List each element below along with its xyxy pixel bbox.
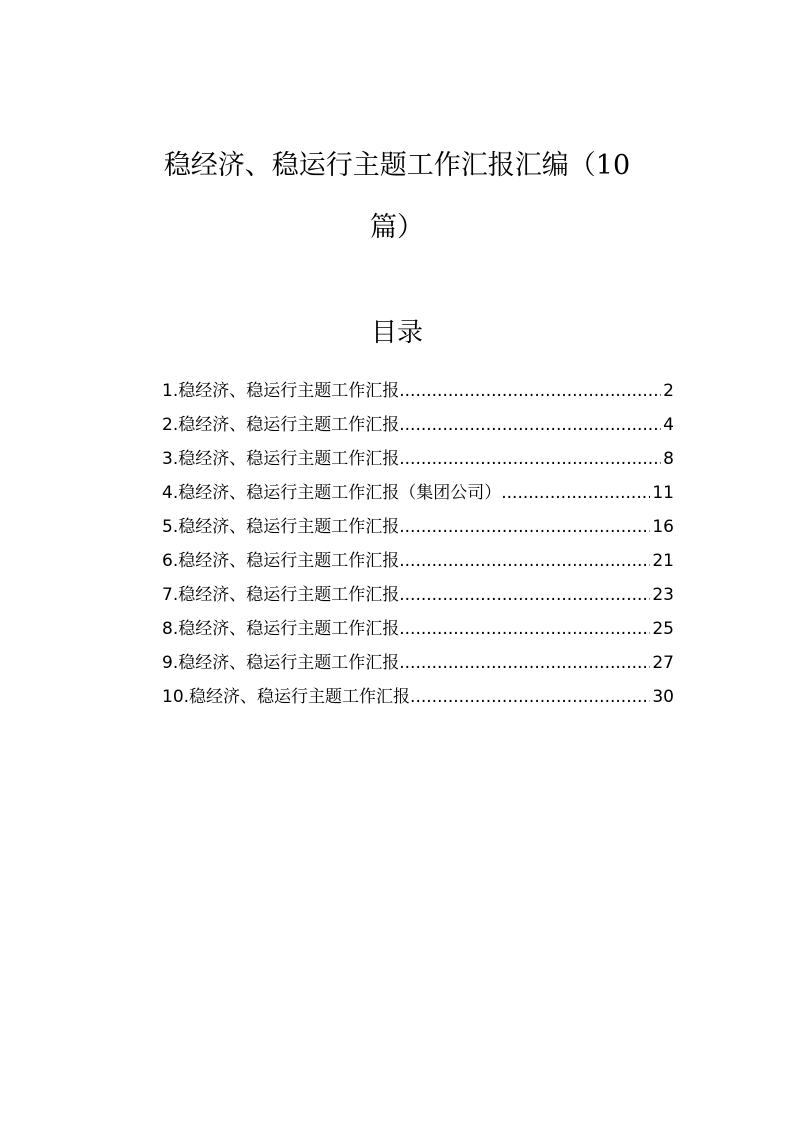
toc-entry-5[interactable] — [162, 510, 674, 544]
toc-dot-leader — [399, 442, 661, 476]
toc-entry-6[interactable] — [162, 544, 674, 578]
toc-entry-label: 9.稳经济、稳运行主题工作汇报 — [162, 653, 400, 673]
toc-entry-page-number: 4 — [663, 415, 674, 435]
toc-entry-label: 3.稳经济、稳运行主题工作汇报 — [162, 449, 400, 469]
document-title-line-1: 稳经济、稳运行主题工作汇报汇编（10 — [163, 150, 631, 181]
toc-entry-page-number: 27 — [652, 653, 674, 673]
toc-entry-2[interactable] — [162, 408, 674, 442]
toc-entry-page-number: 11 — [652, 483, 674, 503]
toc-entry-page-number: 16 — [652, 517, 674, 537]
toc-entry-page-number: 21 — [652, 551, 674, 571]
toc-entry-4[interactable] — [162, 476, 674, 510]
toc-dot-leader — [399, 408, 661, 442]
toc-entry-label: 5.稳经济、稳运行主题工作汇报 — [162, 517, 400, 537]
toc-entry-page-number: 8 — [663, 449, 674, 469]
toc-dot-leader — [399, 612, 650, 646]
toc-entry-3[interactable] — [162, 442, 674, 476]
toc-entry-page-number: 2 — [663, 381, 674, 401]
toc-dot-leader — [399, 544, 650, 578]
toc-entry-8[interactable] — [162, 612, 674, 646]
toc-dot-leader — [399, 646, 650, 680]
toc-dot-leader — [399, 374, 661, 408]
toc-entry-label: 6.稳经济、稳运行主题工作汇报 — [162, 551, 400, 571]
toc-entry-10[interactable] — [162, 680, 674, 714]
toc-entry-page-number: 23 — [652, 585, 674, 605]
toc-entry-label: 10.稳经济、稳运行主题工作汇报 — [162, 687, 411, 707]
toc-entry-1[interactable] — [162, 374, 674, 408]
toc-entry-label: 2.稳经济、稳运行主题工作汇报 — [162, 415, 400, 435]
toc-entry-page-number: 30 — [652, 687, 674, 707]
toc-dot-leader — [399, 578, 650, 612]
toc-entry-9[interactable] — [162, 646, 674, 680]
toc-dot-leader — [399, 510, 650, 544]
table-of-contents — [162, 374, 674, 714]
toc-entry-7[interactable] — [162, 578, 674, 612]
toc-entry-label: 8.稳经济、稳运行主题工作汇报 — [162, 619, 400, 639]
toc-entry-page-number: 25 — [652, 619, 674, 639]
toc-dot-leader — [501, 476, 650, 510]
toc-entry-label: 1.稳经济、稳运行主题工作汇报 — [162, 381, 400, 401]
toc-entry-label: 4.稳经济、稳运行主题工作汇报（集团公司） — [162, 483, 502, 503]
toc-entry-label: 7.稳经济、稳运行主题工作汇报 — [162, 585, 400, 605]
toc-dot-leader — [410, 680, 650, 714]
toc-heading: 目录 — [370, 318, 423, 348]
document-title-line-2: 篇） — [370, 212, 424, 243]
